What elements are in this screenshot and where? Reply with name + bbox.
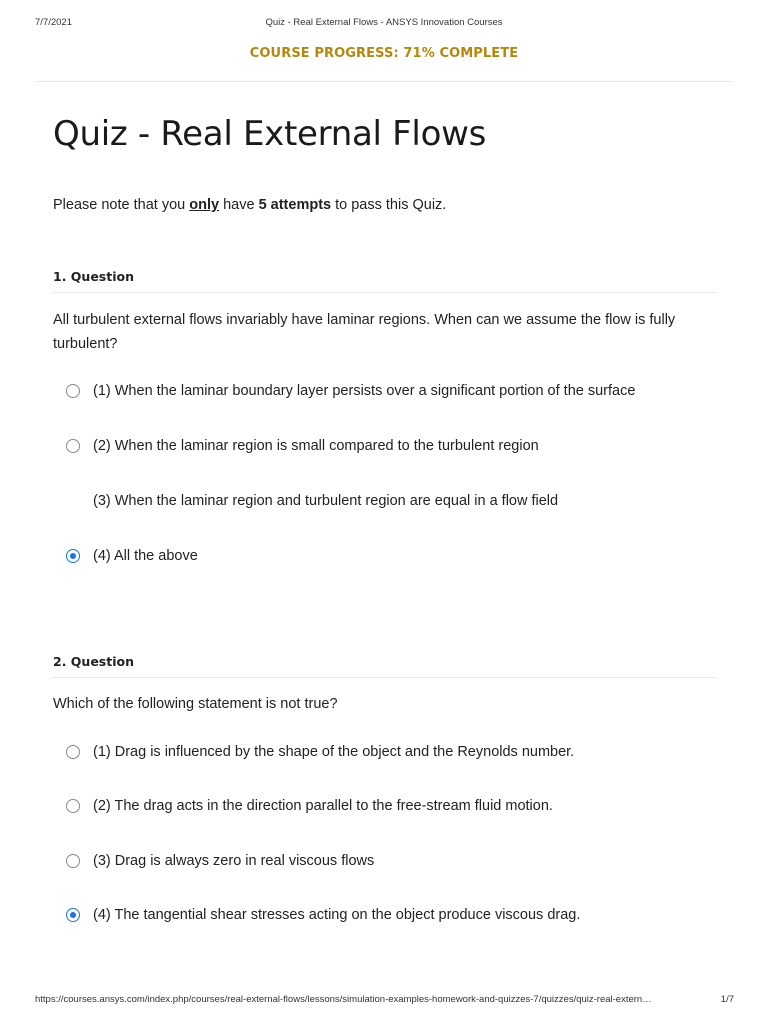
question-1-answer-2[interactable] <box>66 436 539 456</box>
print-header <box>0 17 768 31</box>
answer-label[interactable]: (1) When the laminar boundary layer persists over a significant portion of the surface <box>93 383 636 399</box>
note-attempts-count: 5 attempts <box>258 197 332 213</box>
radio-button[interactable] <box>66 854 80 868</box>
answer-label[interactable]: (3) When the laminar region and turbulent region are equal in a flow field <box>93 493 559 509</box>
question-2-answer-4[interactable] <box>66 905 580 925</box>
print-page-number: 1/7 <box>720 994 734 1005</box>
question-2-answer-1[interactable] <box>66 742 574 762</box>
print-date: 7/7/2021 <box>35 17 72 28</box>
attempts-note <box>53 197 446 213</box>
question-1-answer-3[interactable] <box>66 491 558 511</box>
radio-button[interactable] <box>66 799 80 813</box>
question-1-answer-1[interactable] <box>66 381 635 401</box>
question-2-heading: 2. Question <box>53 654 134 669</box>
note-text-3: to pass this Quiz. <box>331 197 447 213</box>
radio-button[interactable] <box>66 439 80 453</box>
answer-label[interactable]: (3) Drag is always zero in real viscous flows <box>93 853 375 869</box>
print-page-title: Quiz - Real External Flows - ANSYS Innovation Courses <box>265 17 503 28</box>
question-2-divider <box>53 677 716 678</box>
question-1-heading: 1. Question <box>53 269 134 284</box>
note-text-2: have <box>219 197 259 213</box>
answer-label[interactable]: (2) The drag acts in the direction parallel to the free-stream fluid motion. <box>93 798 553 814</box>
page-title: Quiz - Real External Flows <box>53 114 486 154</box>
answer-label[interactable]: (4) The tangential shear stresses acting on the object produce viscous drag. <box>93 907 581 923</box>
answer-label[interactable]: (1) Drag is influenced by the shape of the object and the Reynolds number. <box>93 744 575 760</box>
top-divider <box>36 81 732 82</box>
radio-button[interactable] <box>66 384 80 398</box>
question-2-answer-3[interactable] <box>66 851 374 871</box>
radio-button[interactable] <box>66 908 80 922</box>
print-url: https://courses.ansys.com/index.php/courses/real-external-flows/lessons/simulation-examples-homework-and-quizzes-7/quizzes/quiz-real-extern… <box>35 994 652 1005</box>
question-1-text: All turbulent external flows invariably have laminar regions. When can we assume the flow is fully turbulent? <box>53 312 676 352</box>
question-1-divider <box>53 292 716 293</box>
answer-label[interactable]: (4) All the above <box>93 548 198 564</box>
question-2-text: Which of the following statement is not true? <box>53 696 338 712</box>
radio-button[interactable] <box>66 549 80 563</box>
print-footer <box>0 994 768 1008</box>
question-1-answer-4[interactable] <box>66 546 198 566</box>
note-only-emphasis: only <box>189 197 220 213</box>
radio-button[interactable] <box>66 745 80 759</box>
course-progress: COURSE PROGRESS: 71% COMPLETE <box>249 46 519 61</box>
note-text-1: Please note that you <box>53 197 190 213</box>
question-2-answer-2[interactable] <box>66 796 553 816</box>
answer-label[interactable]: (2) When the laminar region is small compared to the turbulent region <box>93 438 539 454</box>
